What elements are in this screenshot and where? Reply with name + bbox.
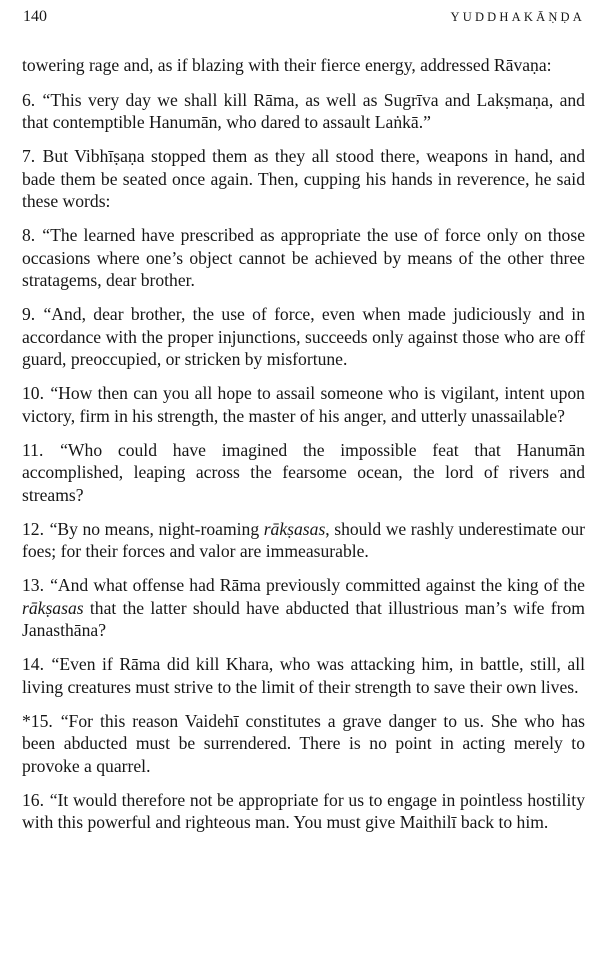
verse-text-end: , should we rashly underestimate our foes; for their forces and valor are immeasurable. — [22, 518, 586, 561]
verse-number: 14. — [22, 654, 44, 674]
verse-text: “Even if Rāma did kill Khara, who was attacking him, in battle, still, all living creatures must strive to the limit of their strength to save their own lives. — [22, 654, 586, 697]
verse-9 — [22, 303, 585, 371]
verse-number: 9. — [22, 304, 36, 324]
verse-number: 12. — [22, 518, 44, 539]
verse-text: But Vibhīṣaṇa stopped them as they all stood there, weapons in hand, and bade them be seated once again. Then, cupping his hands in reverence, he said these words: — [22, 146, 585, 211]
verse-number: *15. — [22, 710, 53, 731]
verse-text: “How then can you all hope to assail someone who is vigilant, intent upon victory, firm in his strength, the master of his anger, and utterly unassailable? — [22, 383, 585, 426]
verse-number: 7. — [22, 146, 36, 166]
verse-number: 6. — [22, 89, 36, 110]
verse-number: 11. — [22, 439, 44, 460]
verse-number: 13. — [22, 575, 44, 595]
italic-term: rākṣasas — [263, 518, 326, 539]
verse-7 — [22, 145, 585, 213]
verse-16 — [22, 789, 585, 834]
verse-text-end: that the latter should have abducted that illustrious man’s wife from Janasthāna? — [22, 597, 585, 640]
verse-8 — [22, 224, 585, 292]
verse-11 — [22, 439, 585, 507]
verse-text-start: “By no means, night-roaming — [49, 518, 264, 539]
verse-6 — [22, 89, 585, 134]
verse-number: 16. — [22, 789, 44, 810]
section-title: YUDDHAKĀṆḌA — [450, 10, 585, 24]
verse-10 — [22, 382, 585, 427]
verse-14 — [22, 653, 585, 698]
running-header — [22, 8, 585, 34]
verse-text: “This very day we shall kill Rāma, as well as Sugrīva and Lakṣmaṇa, and that contemptible Hanumān, who dared to assault Laṅkā.” — [22, 89, 585, 132]
book-page — [22, 8, 585, 845]
verse-text: “The learned have prescribed as appropriate the use of force only on those occasions where one’s object cannot be achieved by means of the other three stratagems, dear brother. — [22, 225, 586, 290]
verse-15 — [22, 710, 585, 778]
verse-number: 10. — [22, 383, 44, 403]
page-number: 140 — [23, 8, 47, 25]
paragraph-text: towering rage and, as if blazing with their fierce energy, addressed Rāvaṇa: — [22, 55, 552, 75]
verse-text: “Who could have imagined the impossible feat that Hanumān accomplished, leaping across the fearsome ocean, the lord of rivers and streams? — [22, 439, 585, 505]
body-text — [22, 54, 585, 834]
verse-text-start: “And what offense had Rāma previously committed against the king of the — [50, 575, 585, 595]
verse-number: 8. — [22, 225, 36, 245]
verse-13 — [22, 574, 585, 642]
verse-text: “And, dear brother, the use of force, even when made judiciously and in accordance with the proper injunctions, succeeds only against those who are off guard, preoccupied, or stricken by misfortune. — [22, 304, 585, 369]
verse-12 — [22, 518, 585, 563]
verse-text: “It would therefore not be appropriate for us to engage in pointless hostility with this powerful and righteous man. You must give Maithilī back to him. — [22, 789, 585, 832]
paragraph-continued — [22, 54, 585, 77]
verse-text: “For this reason Vaidehī constitutes a grave danger to us. She who has been abducted must be surrendered. There is no point in acting merely to provoke a quarrel. — [22, 710, 585, 776]
italic-term: rākṣasas — [22, 597, 84, 618]
